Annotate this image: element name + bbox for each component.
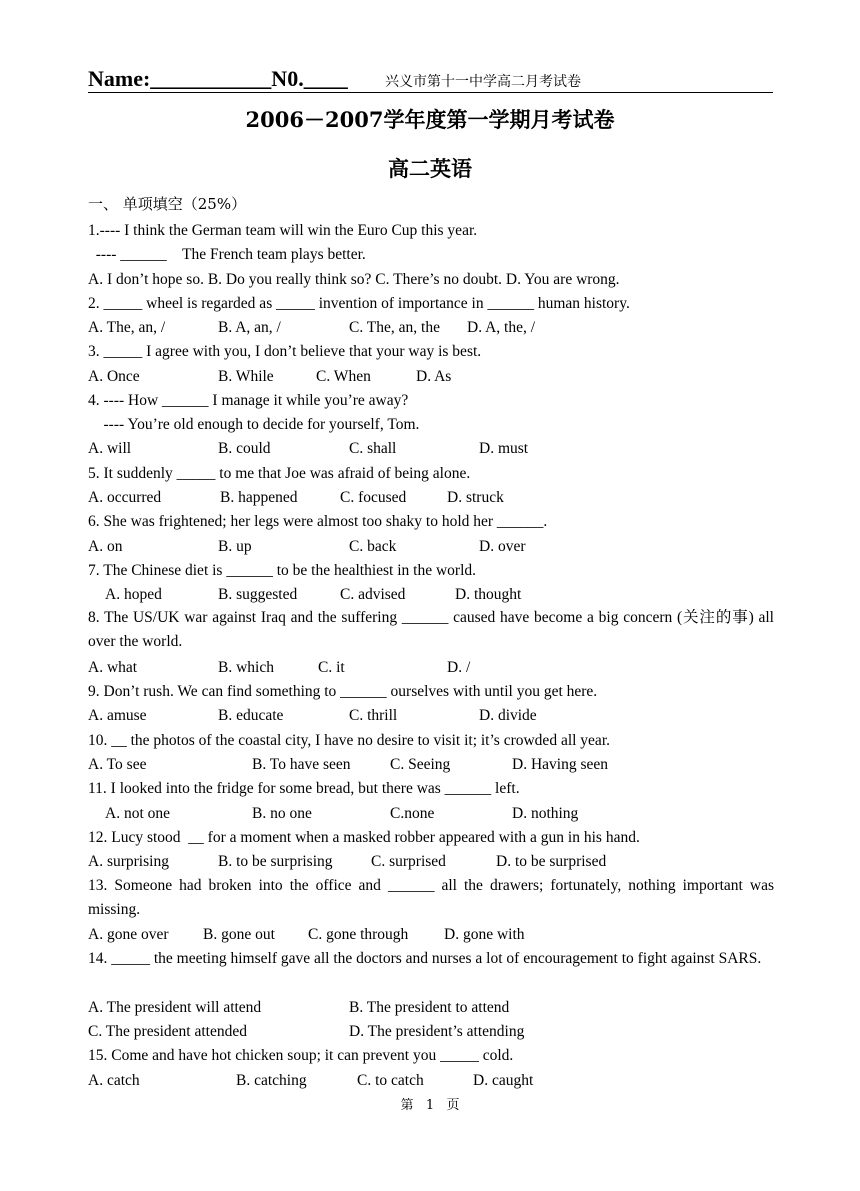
question-12-option-b: B. to be surprising: [218, 853, 333, 870]
question-3-option-d: D. As: [416, 368, 452, 385]
question-10-stem: 10. __ the photos of the coastal city, I have no desire to visit it; it’s crowded all year.: [88, 732, 610, 749]
question-6-stem: 6. She was frightened; her legs were almost too shaky to hold her ______.: [88, 513, 548, 530]
question-11-stem: 11. I looked into the fridge for some bread, but there was ______ left.: [88, 780, 520, 797]
question-8-option-c: C. it: [318, 659, 345, 676]
question-5-stem: 5. It suddenly _____ to me that Joe was afraid of being alone.: [88, 465, 471, 482]
question-2-option-a: A. The, an, /: [88, 319, 166, 336]
question-6-option-a: A. on: [88, 538, 123, 555]
name-number-field: Name:___________N0.____: [88, 66, 348, 91]
question-8-option-b: B. which: [218, 659, 274, 676]
question-12-option-c: C. surprised: [371, 853, 446, 870]
question-8-option-a: A. what: [88, 659, 138, 676]
question-15-stem: 15. Come and have hot chicken soup; it can prevent you _____ cold.: [88, 1047, 514, 1064]
question-3-option-b: B. While: [218, 368, 274, 385]
question-9-stem: 9. Don’t rush. We can find something to ______ ourselves with until you get here.: [88, 683, 598, 700]
question-8-option-d: D. /: [447, 659, 471, 676]
header-rule: [88, 92, 773, 93]
question-13-option-b: B. gone out: [203, 926, 275, 943]
question-7-option-b: B. suggested: [218, 586, 298, 603]
question-13-option-a: A. gone over: [88, 926, 169, 943]
question-3-option-a: A. Once: [88, 368, 140, 385]
question-4-line-1: 4. ---- How ______ I manage it while you’re away?: [88, 392, 409, 409]
question-15-option-b: B. catching: [236, 1072, 307, 1089]
question-9-option-c: C. thrill: [349, 707, 398, 724]
question-10-option-a: A. To see: [88, 756, 147, 773]
exam-title: 2006－2007学年度第一学期月考试卷: [245, 107, 615, 132]
section-heading: 一、 单项填空（25%）: [88, 195, 247, 213]
question-15-option-d: D. caught: [473, 1072, 534, 1089]
question-6-option-b: B. up: [218, 538, 252, 555]
question-7-option-d: D. thought: [455, 586, 522, 603]
page-number: 第 1 页: [400, 1098, 460, 1113]
question-14-option-d: D. The president’s attending: [349, 1023, 525, 1040]
question-14-option-b: B. The president to attend: [349, 999, 510, 1016]
question-9-option-a: A. amuse: [88, 707, 147, 724]
question-6-option-d: D. over: [479, 538, 526, 555]
question-4-option-a: A. will: [88, 440, 132, 457]
question-4-option-b: B. could: [218, 440, 271, 457]
question-10-option-b: B. To have seen: [252, 756, 351, 773]
exam-subject: 高二英语: [388, 156, 472, 181]
question-12-stem: 12. Lucy stood __ for a moment when a masked robber appeared with a gun in his hand.: [88, 829, 640, 846]
question-12-option-a: A. surprising: [88, 853, 169, 870]
question-11-option-b: B. no one: [252, 805, 312, 822]
question-13-stem: 13. Someone had broken into the office and ______ all the drawers; fortunately, nothing important was missing.: [88, 877, 774, 919]
question-4-line-2: ---- You’re old enough to decide for yourself, Tom.: [88, 416, 420, 433]
question-3-option-c: C. When: [316, 368, 371, 385]
question-2-option-b: B. A, an, /: [218, 319, 281, 336]
question-11-option-c: C.none: [390, 805, 435, 822]
question-14-option-a: A. The president will attend: [88, 999, 262, 1016]
question-10-option-c: C. Seeing: [390, 756, 451, 773]
question-13-option-c: C. gone through: [308, 926, 409, 943]
question-1-line-2: ---- ______ The French team plays better.: [88, 246, 366, 263]
question-3-stem: 3. _____ I agree with you, I don’t believe that your way is best.: [88, 343, 482, 360]
question-5-option-d: D. struck: [447, 489, 504, 506]
question-15-option-c: C. to catch: [357, 1072, 424, 1089]
question-12-option-d: D. to be surprised: [496, 853, 607, 870]
question-5-option-c: C. focused: [340, 489, 407, 506]
school-header: 兴义市第十一中学高二月考试卷: [385, 74, 581, 90]
question-2-option-c: C. The, an, the: [349, 319, 440, 336]
question-6-option-c: C. back: [349, 538, 397, 555]
question-7-option-a: A. hoped: [105, 586, 162, 603]
question-4-option-c: C. shall: [349, 440, 397, 457]
question-5-option-b: B. happened: [220, 489, 298, 506]
question-7-stem: 7. The Chinese diet is ______ to be the healthiest in the world.: [88, 562, 477, 579]
question-2-option-d: D. A, the, /: [467, 319, 536, 336]
question-8-stem: 8. The US/UK war against Iraq and the suffering ______ caused have become a big concern (关注的事) all over the world.: [88, 609, 774, 651]
question-1-line-1: 1.---- I think the German team will win the Euro Cup this year.: [88, 222, 478, 239]
question-15-option-a: A. catch: [88, 1072, 140, 1089]
question-11-option-a: A. not one: [105, 805, 171, 822]
question-5-option-a: A. occurred: [88, 489, 162, 506]
question-2-stem: 2. _____ wheel is regarded as _____ invention of importance in ______ human history.: [88, 295, 630, 312]
question-7-option-c: C. advised: [340, 586, 406, 603]
question-14-stem: 14. _____ the meeting himself gave all the doctors and nurses a lot of encouragement to fight against SARS.: [88, 950, 762, 967]
question-9-option-d: D. divide: [479, 707, 537, 724]
question-13-option-d: D. gone with: [444, 926, 525, 943]
question-11-option-d: D. nothing: [512, 805, 579, 822]
question-1-options: A. I don’t hope so. B. Do you really think so? C. There’s no doubt. D. You are wrong.: [88, 271, 620, 288]
question-14-option-c: C. The president attended: [88, 1023, 247, 1040]
question-4-option-d: D. must: [479, 440, 529, 457]
question-10-option-d: D. Having seen: [512, 756, 608, 773]
question-9-option-b: B. educate: [218, 707, 284, 724]
